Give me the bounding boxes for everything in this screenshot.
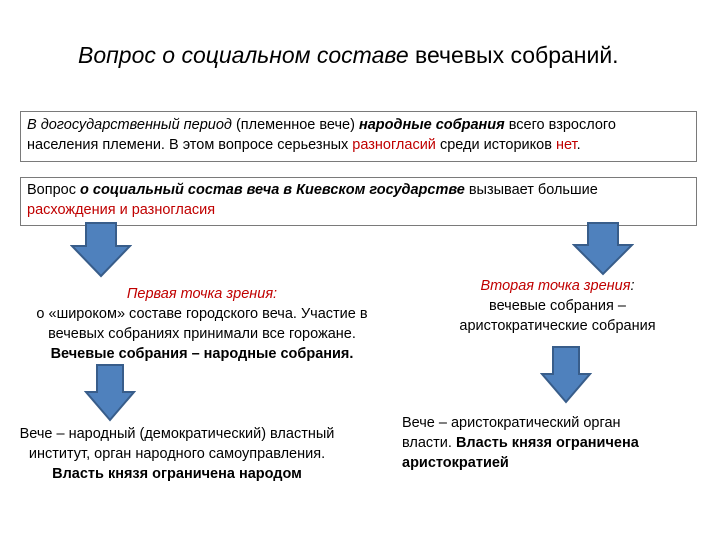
right-detail-3: Власть князя ограничена аристократией: [402, 435, 639, 471]
title-italic: Вопрос о социальном составе: [78, 42, 409, 68]
left-detail-1: Вече: [19, 426, 53, 442]
box1-text-3: народные собрания: [358, 117, 505, 133]
down-arrow-icon: [84, 364, 136, 422]
second-viewpoint-detail: [402, 413, 672, 473]
box1-text-1: В догосударственный период: [27, 117, 232, 133]
first-viewpoint: [12, 284, 392, 364]
down-arrow-icon: [540, 346, 592, 404]
down-arrow-icon: [70, 222, 132, 278]
down-arrow-icon: [572, 222, 634, 276]
first-viewpoint-detail: [18, 424, 336, 484]
box1-text-5: разногласий: [352, 137, 436, 153]
box2-text-3: вызывает большие: [464, 182, 598, 198]
title-normal: вечевых собраний: [408, 42, 613, 68]
first-viewpoint-conclusion: Вечевые собрания – народные собрания.: [50, 346, 354, 362]
second-viewpoint-heading: Вторая точка зрения: [480, 278, 631, 294]
box2-text-2: о социальный состав веча в Киевском государстве: [80, 182, 465, 198]
second-viewpoint: [430, 276, 685, 336]
right-detail-2: – аристократический орган власти.: [402, 415, 621, 451]
pre-state-period-box: [20, 111, 697, 162]
title-period: .: [612, 42, 619, 68]
box2-text-4: расхождения и разногласия: [27, 202, 216, 218]
second-viewpoint-colon: :: [630, 278, 635, 294]
kievan-state-box: [20, 177, 697, 226]
page-title: [78, 42, 698, 69]
box1-text-6: среди историков: [435, 137, 556, 153]
box1-text-2: (племенное вече): [231, 117, 359, 133]
box2-text-1: Вопрос: [27, 182, 80, 198]
first-viewpoint-text: о «широком» составе городского веча. Участие в вечевых собраниях принимали все горожане.: [36, 306, 368, 342]
left-detail-2: – народный (демократический) властный институт, орган народного самоуправления.: [28, 426, 335, 462]
second-viewpoint-text: вечевые собрания – аристократические собрания: [459, 298, 656, 334]
box1-text-8: .: [576, 137, 581, 153]
first-viewpoint-heading: Первая точка зрения:: [126, 286, 278, 302]
box1-text-4: всего взрослого населения племени. В этом вопросе серьезных: [27, 117, 616, 153]
box1-text-7: нет: [555, 137, 577, 153]
left-detail-3: Власть князя ограничена народом: [52, 466, 302, 482]
right-detail-1: Вече: [402, 415, 435, 431]
